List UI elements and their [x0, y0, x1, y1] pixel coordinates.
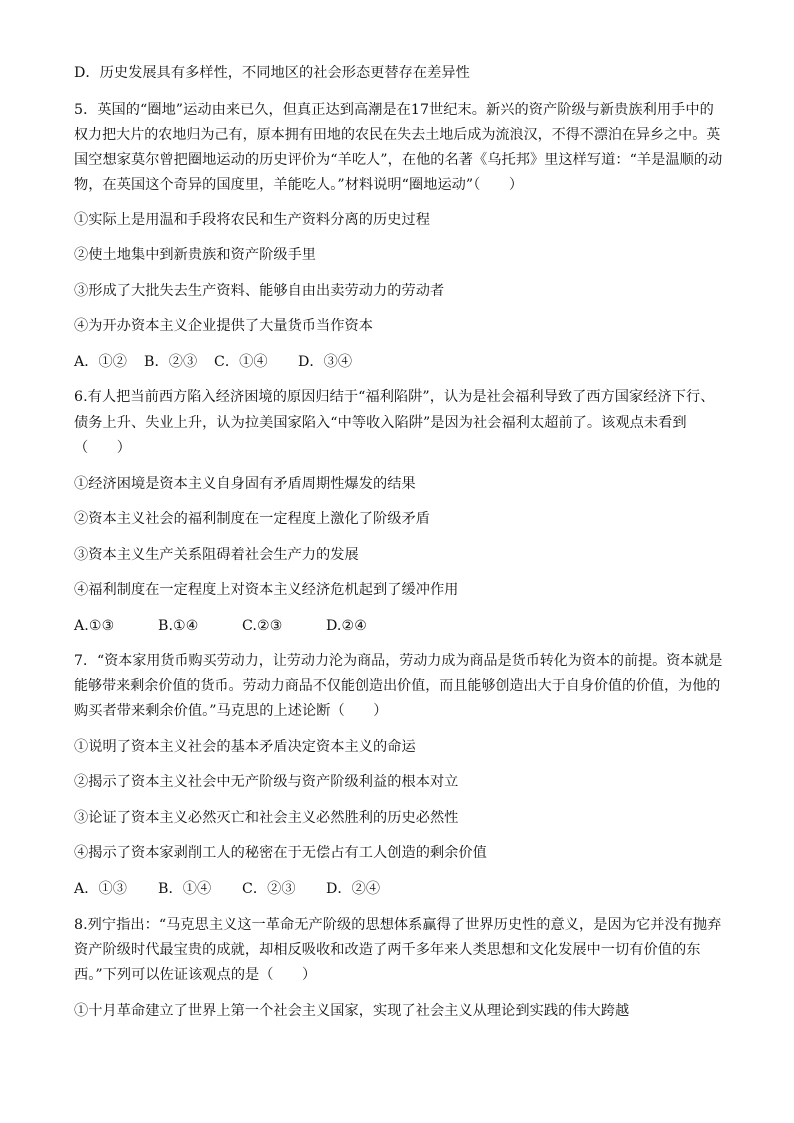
q5-stem-line-3: 国空想家莫尔曾把圈地运动的历史评价为“羊吃人”，在他的名著《乌托邦》里这样写道：“羊是温顺的动 [74, 152, 723, 168]
q6-options [74, 616, 724, 636]
q5-statement-3: ③形成了大批失去生产资料、能够自由出卖劳动力的劳动者 [74, 283, 445, 299]
q6-option-b: B.①④ [158, 618, 199, 634]
q7-statement-4: ④揭示了资本家剥削工人的秘密在于无偿占有工人创造的剩余价值 [74, 845, 487, 861]
q6-statement-1: ①经济困境是资本主义自身固有矛盾周期性爆发的结果 [74, 476, 416, 492]
q7-option-a: A．①③ [74, 881, 128, 897]
q8-statement-1: ①十月革命建立了世界上第一个社会主义国家，实现了社会主义从理论到实践的伟大跨越 [74, 1003, 630, 1019]
q6-option-a: A.①③ [74, 618, 115, 634]
q8-stem-line-1: 8.列宁指出：“马克思主义这一革命无产阶级的思想体系赢得了世界历史性的意义，是因为它并没有抛弃 [74, 917, 722, 933]
q6-statement-3: ③资本主义生产关系阻碍着社会生产力的发展 [74, 547, 359, 563]
q5-statement-4: ④为开办资本主义企业提供了大量货币当作资本 [74, 318, 373, 334]
q7-stem-line-3: 购买者带来剩余价值。”马克思的上述论断（ ） [74, 703, 388, 719]
q5-statement-1: ①实际上是用温和手段将农民和生产资料分离的历史过程 [74, 212, 430, 228]
q7-option-b: B．①④ [158, 881, 212, 897]
q6-stem-line-1: 6.有人把当前西方陷入经济困境的原因归结于“福利陷阱”，认为是社会福利导致了西方国家经济下行、 [74, 389, 715, 405]
q8-stem-line-2: 资产阶级时代最宝贵的成就，却相反吸收和改造了两千多年来人类思想和文化发展中一切有价值的东 [74, 942, 701, 958]
q7-options [74, 879, 724, 899]
q6-statement-4: ④福利制度在一定程度上对资本主义经济危机起到了缓冲作用 [74, 582, 459, 598]
q5-statement-2: ②使土地集中到新贵族和资产阶级手里 [74, 247, 317, 263]
q7-statement-1: ①说明了资本主义社会的基本矛盾决定资本主义的命运 [74, 739, 416, 755]
q7-option-c: C．②③ [242, 881, 296, 897]
q6-stem-line-2: 债务上升、失业上升，认为拉美国家陷入“中等收入陷阱”是因为社会福利太超前了。该观点未看到 [74, 415, 687, 431]
q7-statement-3: ③论证了资本主义必然灭亡和社会主义必然胜利的历史必然性 [74, 810, 459, 826]
q7-statement-2: ②揭示了资本主义社会中无产阶级与资产阶级利益的根本对立 [74, 774, 459, 790]
q5-option-b: B．②③ [144, 354, 198, 370]
q6-option-c: C.②③ [242, 618, 283, 634]
q5-stem-line-1: 5．英国的“圈地”运动由来已久，但真正达到高潮是在17世纪末。新兴的资产阶级与新贵族利用手中的 [74, 102, 714, 118]
q5-option-a: A．①② [74, 354, 128, 370]
q8-stem-line-3: 西。”下列可以佐证该观点的是（ ） [74, 967, 317, 983]
q5-options [74, 352, 724, 372]
q5-option-c: C．①④ [214, 354, 268, 370]
q4-option-d: D．历史发展具有多样性，不同地区的社会形态更替存在差异性 [74, 65, 470, 81]
q5-stem-line-2: 权力把大片的农地归为己有，原本拥有田地的农民在失去土地后成为流浪汉，不得不漂泊在异乡之中。英 [74, 127, 721, 143]
q7-stem-line-1: 7．“资本家用货币购买劳动力，让劳动力沦为商品，劳动力成为商品是货币转化为资本的前提。资本就是 [74, 653, 723, 669]
q6-stem-line-3: （ ） [74, 440, 131, 456]
q5-option-d: D．③④ [298, 354, 353, 370]
q7-stem-line-2: 能够带来剩余价值的货币。劳动力商品不仅能创造出价值，而且能够创造出大于自身价值的价值，为他的 [74, 678, 721, 694]
q7-option-d: D．②④ [326, 881, 381, 897]
q6-statement-2: ②资本主义社会的福利制度在一定程度上激化了阶级矛盾 [74, 511, 430, 527]
q5-stem-line-4: 物，在英国这个奇异的国度里，羊能吃人。”材料说明“圈地运动”（ ） [74, 177, 524, 193]
q6-option-d: D.②④ [326, 618, 368, 634]
